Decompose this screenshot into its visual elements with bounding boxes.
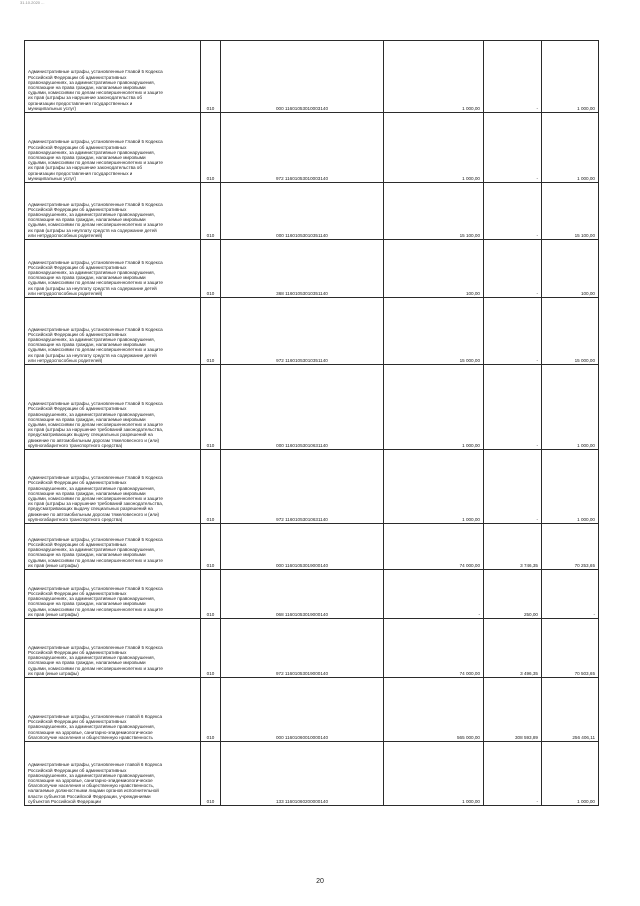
row-executed-amount: 308 593,89 bbox=[484, 678, 542, 742]
row-kbk-code: 000 11601060010000140 bbox=[221, 678, 384, 742]
description-line: посягающие на права граждан, налагаемые мировыми bbox=[28, 342, 146, 348]
description-line: правонарушениях, за административные правонарушения, bbox=[28, 411, 155, 417]
row-line-code: 010 bbox=[201, 570, 221, 619]
description-line: судьями, комиссиями по делам несовершеннолетних и защите bbox=[28, 160, 163, 166]
row-line-code: 010 bbox=[201, 183, 221, 240]
description-line: посягающие на права граждан, налагаемые мировыми bbox=[28, 416, 146, 422]
description-line: их прав (штрафы за неуплату средств на содержание детей bbox=[28, 227, 157, 233]
row-unexecuted-amount: 1 000,00 bbox=[542, 113, 599, 183]
row-approved-amount: 1 000,00 bbox=[384, 113, 484, 183]
row-unexecuted-amount: 1 000,00 bbox=[542, 41, 599, 113]
description-line: судьями, комиссиями по делам несовершеннолетних и защите bbox=[28, 280, 163, 286]
row-approved-amount: - bbox=[384, 570, 484, 619]
row-description bbox=[25, 240, 201, 298]
table-row bbox=[25, 524, 599, 570]
description-line: Российской Федерации об административных bbox=[28, 74, 127, 80]
description-line: или нетрудоспособных родителей) bbox=[28, 290, 103, 296]
table-row bbox=[25, 183, 599, 240]
row-description bbox=[25, 298, 201, 365]
table-row bbox=[25, 298, 599, 365]
description-line: правонарушениях, за административные правонарушения, bbox=[28, 547, 155, 553]
description-line: крупногабаритного транспортного средства) bbox=[28, 442, 123, 448]
description-line: их прав (штрафы за неуплату средств на содержание детей bbox=[28, 285, 157, 291]
description-line: судьями, комиссиями по делам несовершеннолетних и защите bbox=[28, 665, 163, 671]
description-line: благополучие населения и общественную нравственность, bbox=[28, 783, 155, 789]
row-executed-amount: - bbox=[484, 183, 542, 240]
description-line: власти субъектов Российской Федерации, учреждениями bbox=[28, 793, 151, 799]
row-executed-amount: - bbox=[484, 298, 542, 365]
description-line: налагаемые должностными лицами органов исполнительной bbox=[28, 788, 159, 794]
description-line: движение по автомобильным дорогам тяжеловесного и (или) bbox=[28, 437, 160, 443]
row-approved-amount: 565 000,00 bbox=[384, 678, 484, 742]
description-line: их прав (штрафы за нарушение требований законодательства, bbox=[28, 427, 164, 433]
row-description bbox=[25, 450, 201, 524]
description-line: Административные штрафы, установленные Главой 5 Кодекса bbox=[28, 326, 163, 332]
row-approved-amount: 15 000,00 bbox=[384, 298, 484, 365]
table-row bbox=[25, 619, 599, 678]
description-line: Административные штрафы, установленные Главой 5 Кодекса bbox=[28, 585, 163, 591]
description-line: Российской Федерации об административных bbox=[28, 331, 127, 337]
description-line: Российской Федерации об административных bbox=[28, 541, 127, 547]
description-line: посягающие на права граждан, налагаемые мировыми bbox=[28, 601, 146, 607]
description-line: судьями, комиссиями по делам несовершеннолетних и защите bbox=[28, 421, 163, 427]
description-line: их прав (иные штрафы) bbox=[28, 562, 79, 568]
description-line: правонарушениях, за административные правонарушения, bbox=[28, 149, 155, 155]
row-line-code: 010 bbox=[201, 619, 221, 678]
row-executed-amount: - bbox=[484, 450, 542, 524]
row-line-code: 010 bbox=[201, 240, 221, 298]
table-row bbox=[25, 678, 599, 742]
description-line: организации предоставления государственных и bbox=[28, 100, 133, 106]
description-line: Российской Федерации об административных bbox=[28, 406, 127, 412]
description-line: движение по автомобильным дорогам тяжеловесного и (или) bbox=[28, 511, 160, 517]
description-line: их прав (иные штрафы) bbox=[28, 670, 79, 676]
row-approved-amount: 100,00 bbox=[384, 240, 484, 298]
table-row bbox=[25, 365, 599, 450]
description-line: судьями, комиссиями по делам несовершеннолетних и защите bbox=[28, 557, 163, 563]
description-line: Административные штрафы, установленные Главой 5 Кодекса bbox=[28, 536, 163, 542]
description-line: крупногабаритного транспортного средства) bbox=[28, 516, 123, 522]
row-unexecuted-amount: 256 406,11 bbox=[542, 678, 599, 742]
description-line: благополучие населения и общественную нравственность bbox=[28, 734, 153, 740]
description-line: Российской Федерации об административных bbox=[28, 144, 127, 150]
row-line-code: 010 bbox=[201, 524, 221, 570]
description-line: Административные штрафы, установленные главой 6 Кодекса bbox=[28, 713, 163, 719]
row-kbk-code: 972 11601053010003140 bbox=[221, 113, 384, 183]
row-kbk-code: 000 11601053019000140 bbox=[221, 524, 384, 570]
description-line: Административные штрафы, установленные Главой 5 Кодекса bbox=[28, 139, 163, 145]
row-unexecuted-amount: 70 253,65 bbox=[542, 524, 599, 570]
row-line-code: 010 bbox=[201, 450, 221, 524]
row-kbk-code: 068 11601053019000140 bbox=[221, 570, 384, 619]
row-description bbox=[25, 570, 201, 619]
description-line: организации предоставления государственных и bbox=[28, 170, 133, 176]
description-line: посягающие на права граждан, налагаемые мировыми bbox=[28, 275, 146, 281]
description-line: правонарушениях, за административные правонарушения, bbox=[28, 772, 155, 778]
description-line: Российской Федерации об административных bbox=[28, 767, 127, 773]
description-line: посягающие на здоровье, санитарно-эпидемиологическое bbox=[28, 729, 153, 735]
row-approved-amount: 1 000,00 bbox=[384, 742, 484, 806]
row-unexecuted-amount: 1 000,00 bbox=[542, 450, 599, 524]
description-line: муниципальных услуг) bbox=[28, 105, 77, 111]
description-line: Административные штрафы, установленные Главой 5 Кодекса bbox=[28, 401, 163, 407]
row-executed-amount: 250,00 bbox=[484, 570, 542, 619]
description-line: посягающие на права граждан, налагаемые мировыми bbox=[28, 552, 146, 558]
row-description bbox=[25, 678, 201, 742]
row-executed-amount: - bbox=[484, 41, 542, 113]
row-unexecuted-amount: 70 503,65 bbox=[542, 619, 599, 678]
row-kbk-code: 000 11601053010351140 bbox=[221, 183, 384, 240]
table-row bbox=[25, 113, 599, 183]
description-line: судьями, комиссиями по делам несовершеннолетних и защите bbox=[28, 90, 163, 96]
row-kbk-code: 133 11601060200000140 bbox=[221, 742, 384, 806]
row-kbk-code: 972 11601053010351140 bbox=[221, 298, 384, 365]
row-line-code: 010 bbox=[201, 742, 221, 806]
description-line: Российской Федерации об административных bbox=[28, 649, 127, 655]
row-line-code: 010 bbox=[201, 298, 221, 365]
description-line: их прав (иные штрафы) bbox=[28, 611, 79, 617]
description-line: посягающие на права граждан, налагаемые мировыми bbox=[28, 660, 146, 666]
description-line: Административные штрафы, установленные Главой 5 Кодекса bbox=[28, 475, 163, 481]
row-executed-amount: - bbox=[484, 113, 542, 183]
row-unexecuted-amount: - bbox=[542, 570, 599, 619]
description-line: правонарушениях, за административные правонарушения, bbox=[28, 211, 155, 217]
description-line: судьями, комиссиями по делам несовершеннолетних и защите bbox=[28, 495, 163, 501]
description-line: Административные штрафы, установленные Главой 5 Кодекса bbox=[28, 201, 163, 207]
description-line: посягающие на права граждан, налагаемые мировыми bbox=[28, 490, 146, 496]
row-description bbox=[25, 619, 201, 678]
table-row bbox=[25, 450, 599, 524]
row-description bbox=[25, 524, 201, 570]
table-row bbox=[25, 41, 599, 113]
page-number: 20 bbox=[316, 878, 324, 885]
description-line: правонарушениях, за административные правонарушения, bbox=[28, 596, 155, 602]
row-kbk-code: 972 11601053019000140 bbox=[221, 619, 384, 678]
description-line: посягающие на права граждан, налагаемые мировыми bbox=[28, 217, 146, 223]
row-approved-amount: 74 000,00 bbox=[384, 524, 484, 570]
row-description bbox=[25, 113, 201, 183]
table-row bbox=[25, 742, 599, 806]
description-line: Административные штрафы, установленные Главой 5 Кодекса bbox=[28, 69, 163, 75]
row-description bbox=[25, 365, 201, 450]
description-line: Административные штрафы, установленные Главой 5 Кодекса bbox=[28, 259, 163, 265]
description-line: их прав (штрафы за неуплату средств на содержание детей bbox=[28, 352, 157, 358]
row-line-code: 010 bbox=[201, 113, 221, 183]
row-kbk-code: 368 11601053010351140 bbox=[221, 240, 384, 298]
row-executed-amount: 3 746,35 bbox=[484, 524, 542, 570]
description-line: судьями, комиссиями по делам несовершеннолетних и защите bbox=[28, 347, 163, 353]
description-line: Российской Федерации об административных bbox=[28, 480, 127, 486]
row-kbk-code: 972 11601053010631140 bbox=[221, 450, 384, 524]
description-line: посягающие на права граждан, налагаемые мировыми bbox=[28, 84, 146, 90]
row-approved-amount: 15 100,00 bbox=[384, 183, 484, 240]
description-line: правонарушениях, за административные правонарушения, bbox=[28, 485, 155, 491]
row-line-code: 010 bbox=[201, 365, 221, 450]
row-line-code: 010 bbox=[201, 678, 221, 742]
row-approved-amount: 1 000,00 bbox=[384, 41, 484, 113]
description-line: их прав (штрафы за нарушение законодательства об bbox=[28, 95, 142, 101]
description-line: их прав (штрафы за нарушение законодательства об bbox=[28, 165, 142, 171]
description-line: судьями, комиссиями по делам несовершеннолетних и защите bbox=[28, 222, 163, 228]
row-kbk-code: 000 11601053010003140 bbox=[221, 41, 384, 113]
row-unexecuted-amount: 15 100,00 bbox=[542, 183, 599, 240]
description-line: правонарушениях, за административные правонарушения, bbox=[28, 269, 155, 275]
row-executed-amount: - bbox=[484, 742, 542, 806]
row-unexecuted-amount: 100,00 bbox=[542, 240, 599, 298]
row-executed-amount: - bbox=[484, 365, 542, 450]
row-kbk-code: 000 11601053010631140 bbox=[221, 365, 384, 450]
row-unexecuted-amount: 1 000,00 bbox=[542, 365, 599, 450]
description-line: Российской Федерации об административных bbox=[28, 264, 127, 270]
description-line: их прав (штрафы за нарушение требований законодательства, bbox=[28, 501, 164, 507]
revenue-table bbox=[24, 40, 599, 806]
description-line: правонарушениях, за административные правонарушения, bbox=[28, 79, 155, 85]
description-line: Российской Федерации об административных bbox=[28, 206, 127, 212]
description-line: посягающие на права граждан, налагаемые мировыми bbox=[28, 154, 146, 160]
row-line-code: 010 bbox=[201, 41, 221, 113]
description-line: Административные штрафы, установленные главой 6 Кодекса bbox=[28, 762, 163, 768]
description-line: предусматривающих выдачу специальных разрешений на bbox=[28, 432, 153, 438]
description-line: субъектов Российской Федерации bbox=[28, 798, 101, 804]
scan-header-mark: 31.10.2020 ... bbox=[20, 0, 45, 5]
description-line: муниципальных услуг) bbox=[28, 175, 77, 181]
row-approved-amount: 74 000,00 bbox=[384, 619, 484, 678]
row-unexecuted-amount: 15 000,00 bbox=[542, 298, 599, 365]
row-executed-amount: - bbox=[484, 240, 542, 298]
table-row bbox=[25, 240, 599, 298]
description-line: Административные штрафы, установленные Главой 5 Кодекса bbox=[28, 644, 163, 650]
table-row bbox=[25, 570, 599, 619]
description-line: правонарушениях, за административные правонарушения, bbox=[28, 336, 155, 342]
description-line: правонарушениях, за административные правонарушения, bbox=[28, 655, 155, 661]
row-description bbox=[25, 742, 201, 806]
row-executed-amount: 3 496,35 bbox=[484, 619, 542, 678]
description-line: посягающие на здоровье, санитарно-эпидемиологическое bbox=[28, 777, 153, 783]
description-line: судьями, комиссиями по делам несовершеннолетних и защите bbox=[28, 606, 163, 612]
description-line: Российской Федерации об административных bbox=[28, 590, 127, 596]
row-approved-amount: 1 000,00 bbox=[384, 450, 484, 524]
description-line: или нетрудоспособных родителей) bbox=[28, 357, 103, 363]
row-description bbox=[25, 183, 201, 240]
row-approved-amount: 1 000,00 bbox=[384, 365, 484, 450]
description-line: правонарушениях, за административные правонарушения, bbox=[28, 724, 155, 730]
description-line: предусматривающих выдачу специальных разрешений на bbox=[28, 506, 153, 512]
row-unexecuted-amount: 1 000,00 bbox=[542, 742, 599, 806]
description-line: или нетрудоспособных родителей) bbox=[28, 232, 103, 238]
description-line: Российской Федерации об административных bbox=[28, 719, 127, 725]
row-description bbox=[25, 41, 201, 113]
